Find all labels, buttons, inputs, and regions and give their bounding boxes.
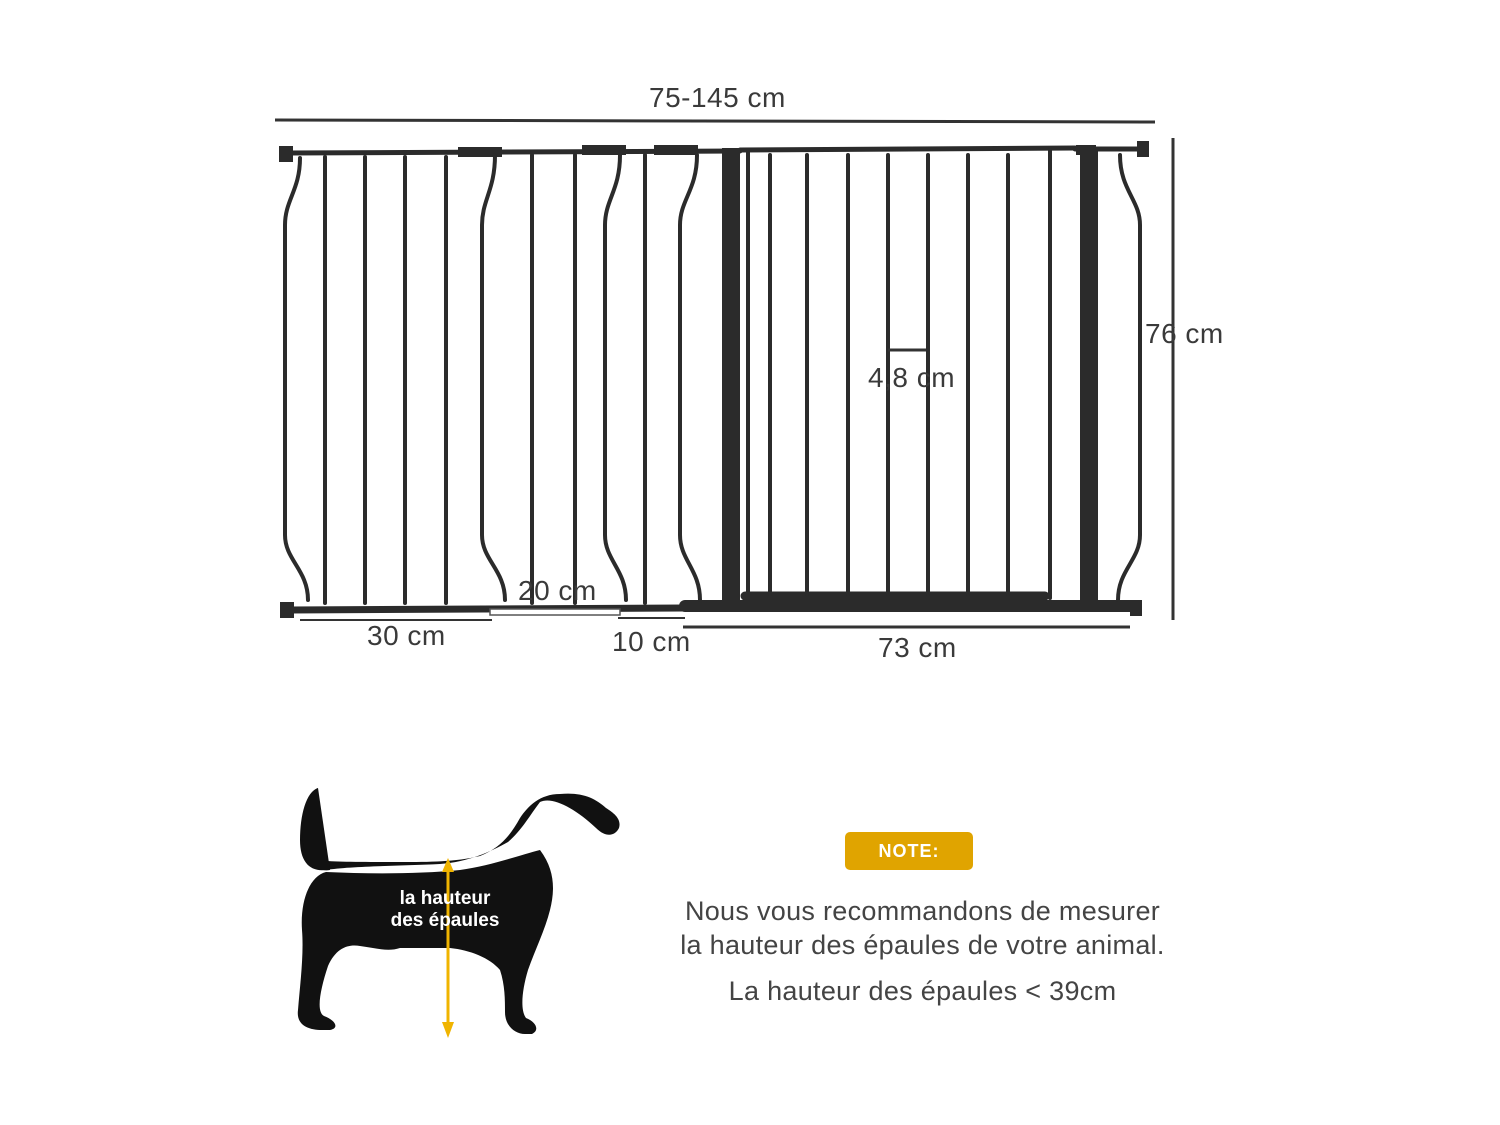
note-line-2: la hauteur des épaules de votre animal.: [680, 930, 1165, 960]
shoulder-arrow-down: [442, 1022, 454, 1038]
curved-bar-2: [482, 155, 505, 600]
curved-bar-right: [1118, 155, 1140, 600]
shoulder-arrow-up: [442, 858, 454, 872]
curved-bar-3: [605, 155, 626, 600]
note-line-1: Nous vous recommandons de mesurer: [684, 896, 1161, 926]
note-line-3: La hauteur des épaules < 39cm: [728, 976, 1117, 1006]
shoulder-label-line1: la hauteur: [399, 888, 491, 909]
curved-bar-left: [285, 158, 308, 600]
extension-30-label: 30 cm: [367, 620, 446, 651]
bar-gap-label: 4,8 cm: [868, 362, 956, 393]
total-width-label: 75-145 cm: [649, 82, 786, 113]
curved-bar-4: [680, 155, 700, 600]
note-badge: NOTE:: [845, 832, 973, 870]
total-width-line: [275, 120, 1155, 122]
dim-line-20: [490, 609, 620, 615]
height-label: 76 cm: [1145, 318, 1224, 349]
gate-width-label: 73 cm: [878, 632, 957, 663]
extension-20-label: 20 cm: [518, 575, 597, 606]
gate-frame: [279, 141, 1149, 618]
shoulder-label-line2: des épaules: [390, 910, 500, 931]
extension-10-label: 10 cm: [612, 626, 691, 657]
